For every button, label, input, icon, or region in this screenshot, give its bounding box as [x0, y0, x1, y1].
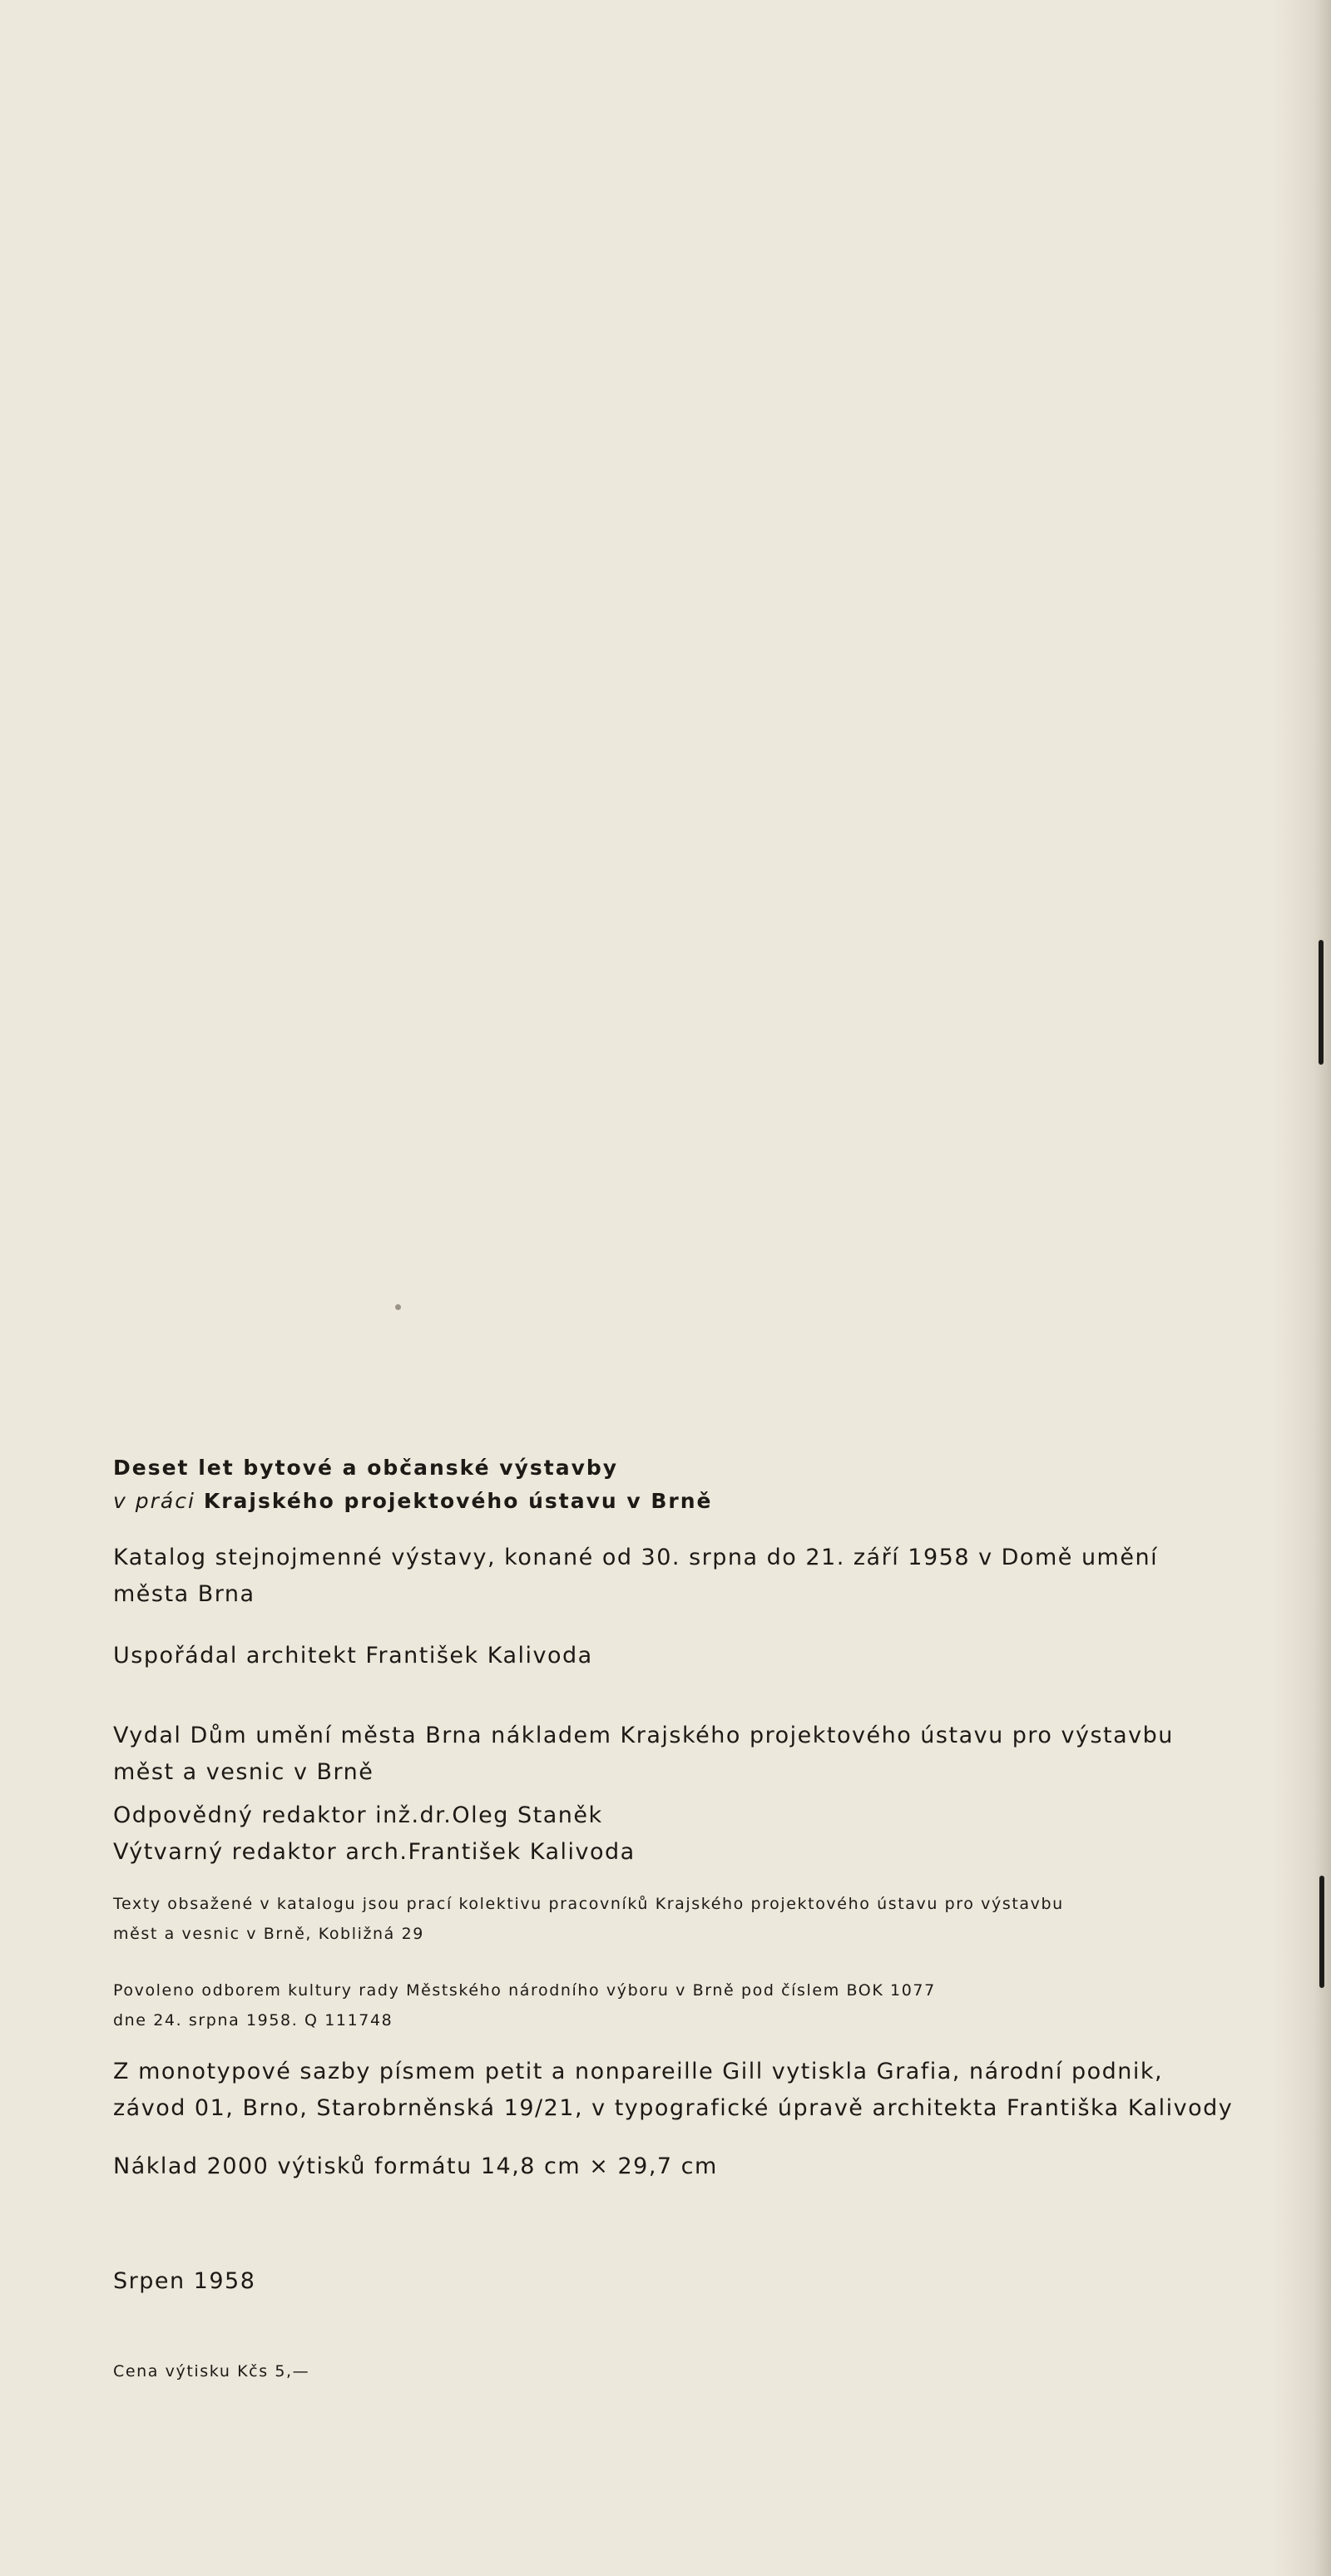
publisher-line-1: Vydal Dům umění města Brna nákladem Krajského projektového ústavu pro výstavbu: [113, 1723, 1174, 1748]
art-editor: Výtvarný redaktor arch.František Kalivoda: [113, 1839, 636, 1865]
catalog-line-1: Katalog stejnojmenné výstavy, konané od 30. srpna do 21. září 1958 v Domě umění: [113, 1545, 1159, 1570]
printing-line-1: Z monotypové sazby písmem petit a nonpareille Gill vytiskla Grafia, národní podnik,: [113, 2059, 1164, 2084]
approval-line-1: Povoleno odborem kultury rady Městského národního výboru v Brně pod číslem BOK 1077: [113, 1981, 936, 2000]
printing-line-2: závod 01, Brno, Starobrněnská 19/21, v typografické úpravě architekta Františka Kalivody: [113, 2095, 1234, 2121]
publisher-line-2: měst a vesnic v Brně: [113, 1759, 374, 1785]
edition-info: Náklad 2000 výtisků formátu 14,8 cm × 29,7 cm: [113, 2153, 718, 2179]
catalog-line-2: města Brna: [113, 1581, 255, 1607]
title-italic: v práci: [113, 1489, 195, 1513]
paper-edge-shading: [1273, 0, 1331, 2576]
title-line-2: [113, 1485, 1195, 1518]
publication-date: Srpen 1958: [113, 2268, 256, 2294]
texts-note-line-2: měst a vesnic v Brně, Kobližná 29: [113, 1925, 424, 1943]
arranged-by: Uspořádal architekt František Kalivoda: [113, 1643, 593, 1669]
approval-line-2: dne 24. srpna 1958. Q 111748: [113, 2011, 393, 2030]
title-line-1: Deset let bytové a občanské výstavby: [113, 1456, 619, 1480]
staple-mark-upper: [1319, 940, 1324, 1065]
paper-speck: [395, 1304, 401, 1310]
price: Cena výtisku Kčs 5,—: [113, 2362, 310, 2381]
colophon: [113, 1451, 1234, 2386]
title-bold: Krajského projektového ústavu v Brně: [203, 1489, 713, 1513]
staple-mark-lower: [1319, 1876, 1324, 1988]
responsible-editor: Odpovědný redaktor inž.dr.Oleg Staněk: [113, 1802, 603, 1828]
texts-note-line-1: Texty obsažené v katalogu jsou prací kolektivu pracovníků Krajského projektového ústavu pro výstavbu: [113, 1895, 1064, 1913]
